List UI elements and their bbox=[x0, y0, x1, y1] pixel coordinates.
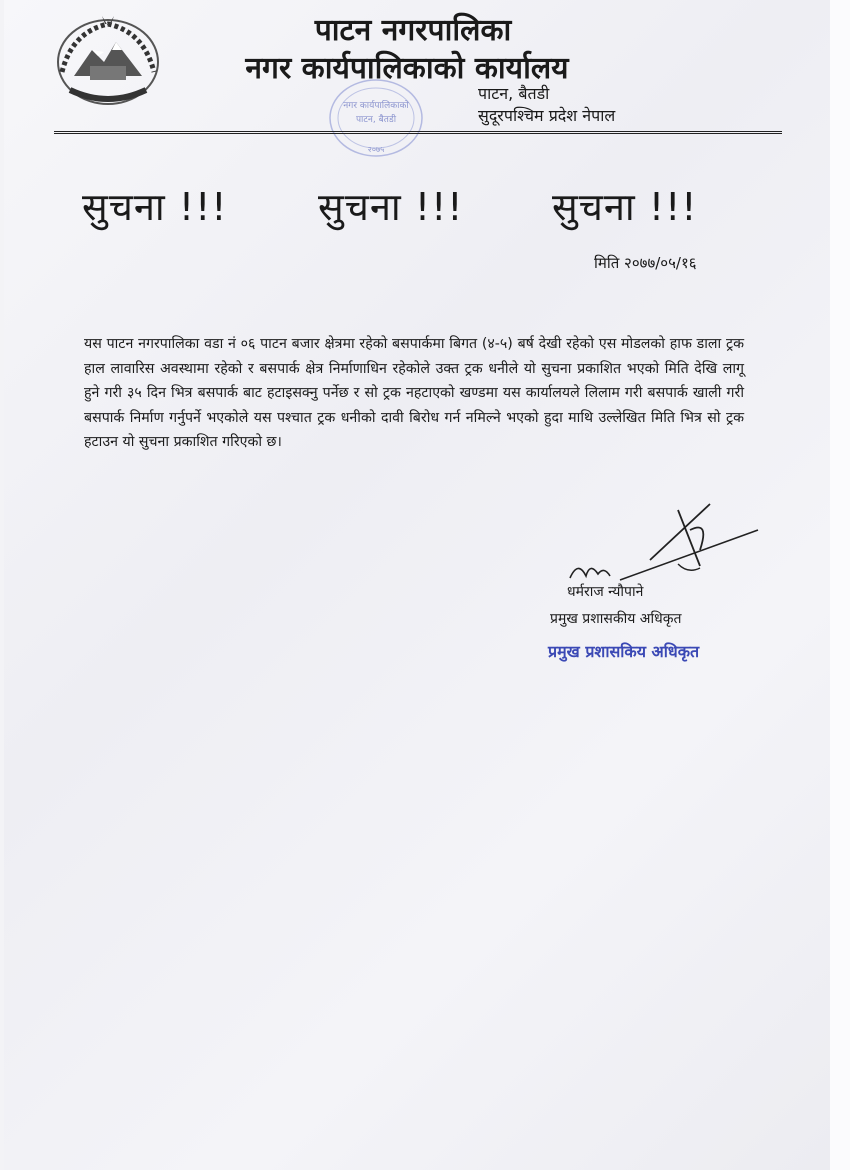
signatory-name: धर्मराज न्यौपाने bbox=[567, 584, 644, 600]
office-seal-stamp bbox=[326, 76, 426, 160]
notice-heading-2: सुचना !!! bbox=[318, 185, 464, 229]
stamp-line2: पाटन, बैतडी bbox=[355, 115, 397, 125]
notice-heading-1: सुचना !!! bbox=[82, 185, 228, 229]
stamp-line1: नगर कार्यपालिकाको bbox=[343, 101, 409, 111]
signatory-stamp: प्रमुख प्रशासकिय अधिकृत bbox=[548, 642, 700, 661]
nepal-emblem-icon bbox=[52, 12, 164, 110]
office-province: सुदूरपश्चिम प्रदेश नेपाल bbox=[478, 106, 616, 125]
office-location: पाटन, बैतडी bbox=[478, 84, 550, 103]
scan-edge bbox=[830, 0, 850, 1170]
office-name: नगर कार्यपालिकाको कार्यालय bbox=[245, 51, 569, 86]
municipality-name: पाटन नगरपालिका bbox=[314, 13, 512, 48]
notice-date: मिति २०७७/०५/१६ bbox=[594, 254, 697, 272]
header-divider bbox=[54, 131, 782, 136]
signatory-title: प्रमुख प्रशासकीय अधिकृत bbox=[550, 611, 682, 627]
notice-body: यस पाटन नगरपालिका वडा नं ०६ पाटन बजार क्षेत्रमा रहेको बसपार्कमा बिगत (४-५) बर्ष देखी रहेको एस मोडलको हाफ डाला ट्रक हाल लावारिस अवस्थामा रहेको र बसपार्क क्षेत्र निर्माणाधिन रहेकोले उक्त ट्रक धनीले यो सुचना प्रकाशित भएको मिति देखि लागू हुने गरी ३५ दिन भित्र बसपार्क बाट हटाइसक्नु पर्नेछ र सो ट्रक नहटाएको खण्डमा यस कार्यालयले लिलाम गरी बसपार्क खाली गरी बसपार्क निर्माण गर्नुपर्ने भएकोले यस पश्चात ट्रक धनीको दावी बिरोध गर्न नमिल्ने भएको हुदा माथि उल्लेखित मिति भित्र सो ट्रक हटाउन यो सुचना प्रकाशित गरिएको छ। bbox=[84, 336, 744, 450]
notice-heading-3: सुचना !!! bbox=[552, 185, 698, 229]
stamp-year: २०७५ bbox=[367, 145, 385, 154]
